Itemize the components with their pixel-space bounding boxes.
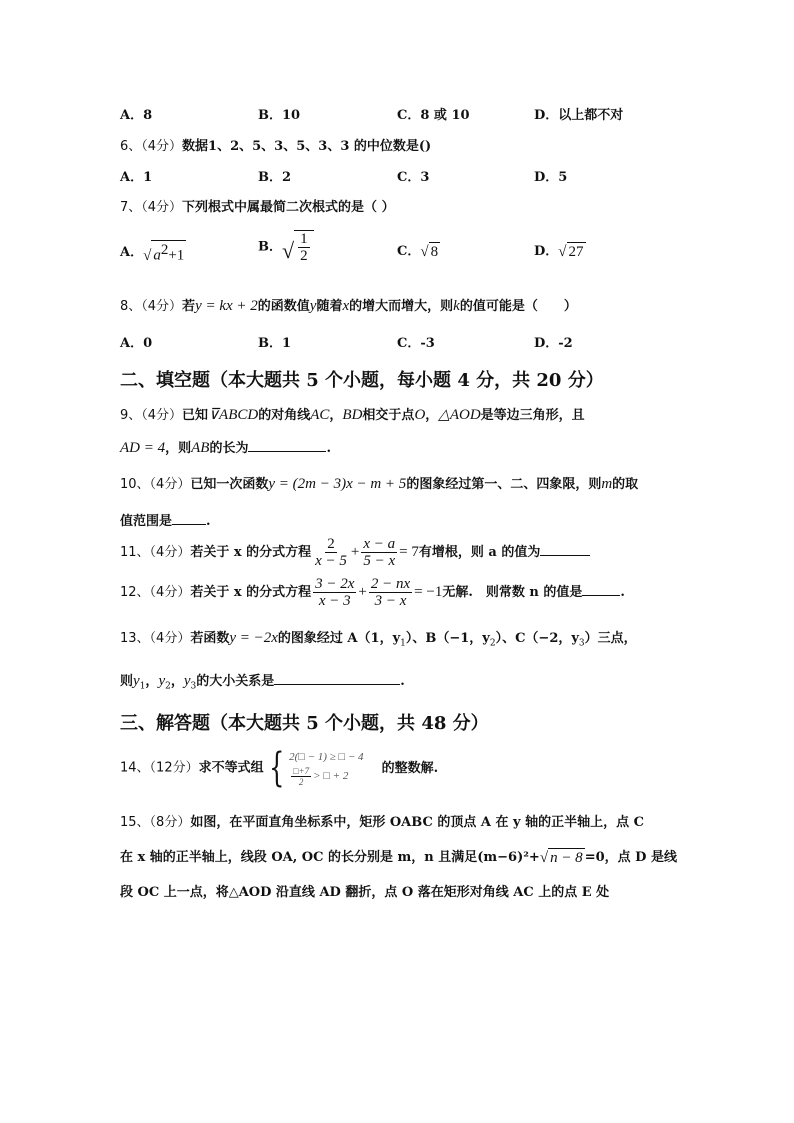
q10-pre: 已知一次函数 bbox=[190, 477, 269, 492]
q10-number: 10、（4分） bbox=[120, 477, 191, 492]
q6-text: 数据1、2、5、3、5、3、3 的中位数是() bbox=[182, 139, 432, 154]
q9-triangle: △AOD bbox=[438, 407, 481, 423]
q8-mid3: 的增大而增大，则 bbox=[349, 299, 454, 314]
q13-line2-post: 的大小关系是 bbox=[196, 674, 275, 689]
q7-option-a-exponent: 2 bbox=[160, 242, 169, 258]
q7-option-c-label: C． bbox=[397, 244, 421, 259]
q14-brace: { bbox=[268, 745, 284, 791]
q13-answer-blank[interactable] bbox=[274, 672, 400, 685]
q7-option-a-label: A． bbox=[120, 245, 144, 261]
q11-number: 11、（4分） bbox=[120, 545, 191, 560]
q12-rhs: = −1 bbox=[414, 584, 443, 600]
q13-p3: ）、C（−2，y bbox=[495, 631, 579, 646]
q12-stem bbox=[120, 576, 625, 609]
q13-pre: 若函数 bbox=[190, 631, 230, 646]
q11-f2-denominator: 5 − x bbox=[363, 553, 396, 569]
q8-var-y: y bbox=[309, 298, 317, 314]
q5-option-d: D．以上都不对 bbox=[534, 108, 624, 123]
q11-post: 有增根，则 a 的值为 bbox=[418, 545, 541, 560]
q13-y2-sub: 2 bbox=[165, 681, 171, 692]
q15-number: 15、（8分） bbox=[120, 815, 191, 830]
q10-formula: y = (2m − 3)x − m + 5 bbox=[268, 476, 407, 492]
q5-option-b: B．10 bbox=[258, 108, 301, 123]
q11-f1-denominator: x − 5 bbox=[315, 553, 347, 569]
q9-line1: 9、（4分）已知⊽ABCD的对角线AC，BD相交于点O，△AOD是等边三角形，且 bbox=[120, 407, 585, 423]
q9-end: . bbox=[326, 441, 332, 456]
q8-pre: 若 bbox=[182, 299, 196, 314]
q14-post: 的整数解. bbox=[381, 760, 439, 776]
q8-stem bbox=[120, 295, 577, 315]
q10-line2: 值范围是 bbox=[120, 514, 173, 529]
q12-post: 无解. 则常数 n 的值是 bbox=[442, 585, 583, 600]
q7-option-a-sqrt: √ $a^2+1$ bbox=[143, 242, 185, 265]
q7-option-c-sqrt: √ 8 bbox=[420, 244, 439, 260]
q12-fraction-1 bbox=[313, 576, 356, 609]
q11-answer-blank[interactable] bbox=[540, 543, 590, 556]
q14-system bbox=[289, 749, 364, 787]
q15-sqrt: √ n − 8 bbox=[539, 850, 583, 866]
q12-fraction-2 bbox=[369, 576, 412, 609]
q6-options bbox=[120, 166, 720, 186]
q7-option-c-radicand: 8 bbox=[430, 244, 439, 260]
q13-post: 的图象经过 A（1，y bbox=[277, 631, 401, 646]
q9-line2-post: 的长为 bbox=[209, 441, 249, 456]
q12-f1-numerator: 3 − 2x bbox=[315, 576, 355, 592]
q13-y2: y bbox=[158, 673, 166, 689]
q6-option-b: B．2 bbox=[258, 170, 292, 185]
q7-number: 7、（4分） bbox=[120, 200, 183, 215]
section-3-heading: 三、解答题（本大题共 5 个小题，共 48 分） bbox=[120, 713, 489, 734]
q13-line2-pre: 则 bbox=[120, 674, 134, 689]
q13-formula: y = −2x bbox=[229, 630, 278, 646]
q8-option-a: A．0 bbox=[120, 336, 153, 351]
q9-ac: AC bbox=[310, 407, 330, 423]
q10-answer-blank[interactable] bbox=[172, 512, 206, 525]
q6-option-a: A．1 bbox=[120, 170, 153, 185]
q12-end: . bbox=[620, 585, 625, 600]
q11-f2-numerator: x − a bbox=[363, 536, 396, 552]
q6-option-c: C．3 bbox=[397, 170, 430, 185]
q14-stem bbox=[120, 745, 439, 791]
q5-option-c: C．8 或 10 bbox=[397, 108, 470, 123]
q13-y1-sub: 1 bbox=[139, 681, 146, 692]
q9-number: 9、（4分） bbox=[120, 408, 183, 423]
q13-p4: ）三点， bbox=[584, 631, 637, 646]
q13-comma1: ， bbox=[145, 674, 159, 689]
q12-f2-denominator: 3 − x bbox=[374, 593, 407, 609]
q8-number: 8、（4分） bbox=[120, 299, 183, 314]
q13-sub2: 2 bbox=[489, 638, 496, 649]
q9-pre: 已知 bbox=[182, 408, 209, 423]
q13-line2 bbox=[120, 670, 405, 692]
q5-option-a: A．8 bbox=[120, 108, 153, 123]
q8-var-k: k bbox=[453, 298, 460, 314]
q7-option-b-label: B． bbox=[258, 239, 282, 255]
q7-option-d bbox=[534, 240, 586, 261]
q14-number: 14、（12分） bbox=[120, 760, 199, 776]
q7-option-d-sqrt: √ 27 bbox=[558, 244, 584, 260]
q7-option-b bbox=[258, 230, 314, 264]
q12-plus: + bbox=[358, 584, 367, 600]
q15-line2-post: =0，点 D 是线 bbox=[584, 850, 677, 865]
q11-fraction-2 bbox=[361, 536, 397, 569]
q15-radicand: n − 8 bbox=[550, 850, 583, 866]
q13-y1: y bbox=[133, 673, 140, 689]
q8-var-x: x bbox=[342, 298, 350, 314]
q13-number: 13、（4分） bbox=[120, 631, 191, 646]
q14-row1: 2(□ − 1) ≥ □ − 4 bbox=[289, 751, 364, 763]
q7-option-d-radicand: 27 bbox=[568, 244, 584, 260]
q11-plus: + bbox=[350, 544, 360, 560]
q9-ab: AB bbox=[191, 440, 210, 456]
q9-post: 是等边三角形，且 bbox=[480, 408, 585, 423]
q8-formula: y = kx + 2 bbox=[195, 298, 258, 314]
q10-post: 的图象经过第一、二、四象限，则 bbox=[406, 477, 602, 492]
q15-line1-text: 如图，在平面直角坐标系中，矩形 OABC 的顶点 A 在 y 轴的正半轴上，点 C bbox=[190, 815, 644, 830]
q8-option-b: B．1 bbox=[258, 336, 292, 351]
q9-answer-blank[interactable] bbox=[248, 439, 326, 452]
q9-line2 bbox=[120, 437, 331, 457]
q7-option-a bbox=[120, 240, 186, 265]
q7-option-b-numerator: 1 bbox=[300, 231, 308, 247]
q14-row2 bbox=[289, 766, 364, 787]
q12-pre: 若关于 x 的分式方程 bbox=[190, 585, 312, 600]
q8-mid2: 随着 bbox=[316, 299, 343, 314]
q9-line2-mid: ，则 bbox=[165, 441, 192, 456]
q12-answer-blank[interactable] bbox=[582, 583, 620, 596]
q14-row2-rest: > □ + 2 bbox=[313, 770, 349, 783]
q7-option-b-sqrt: √ $\frac{1}{2}$ bbox=[282, 230, 314, 264]
q8-post: 的值可能是（ ） bbox=[459, 299, 577, 314]
q8-option-c: C．-3 bbox=[397, 336, 435, 351]
q13-sub1: 1 bbox=[400, 638, 406, 649]
q13-y3-sub: 3 bbox=[190, 681, 197, 692]
q11-f1-numerator: 2 bbox=[327, 536, 335, 552]
q15-line3-text: 段 OC 上一点，将△AOD 沿直线 AD 翻折，点 O 落在矩形对角线 AC 上的点 E 处 bbox=[120, 885, 610, 900]
q6-stem bbox=[120, 135, 431, 154]
q8-mid1: 的函数值 bbox=[257, 299, 310, 314]
q7-option-c bbox=[397, 240, 440, 261]
q9-bd: BD bbox=[342, 407, 363, 423]
q5-options bbox=[120, 104, 720, 124]
q7-option-a-tail: +1 bbox=[168, 247, 185, 264]
q11-rhs: = 7 bbox=[399, 544, 419, 560]
q13-p2: ）、B（−1，y bbox=[405, 631, 490, 646]
q7-stem bbox=[120, 196, 395, 215]
q10-end: . bbox=[206, 514, 211, 529]
q13-y3: y bbox=[183, 673, 191, 689]
q7-option-a-radicand: a bbox=[153, 247, 161, 264]
q13-end: . bbox=[400, 674, 405, 689]
q11-fraction-1 bbox=[313, 536, 349, 569]
q8-option-d: D．-2 bbox=[534, 336, 573, 351]
q15-line2-pre: 在 x 轴的正半轴上，线段 OA, OC 的长分别是 m，n 且满足(m−6)²+ bbox=[120, 850, 540, 865]
q9-comma: ， bbox=[329, 408, 343, 423]
q9-mid2: 相交于点 bbox=[362, 408, 415, 423]
q7-option-d-label: D． bbox=[534, 244, 559, 259]
q9-mid1: 的对角线 bbox=[258, 408, 311, 423]
q14-row2-denominator: 2 bbox=[298, 777, 304, 787]
q13-sub3: 3 bbox=[578, 638, 585, 649]
q10-line1 bbox=[120, 473, 638, 493]
q7-option-b-denominator: 2 bbox=[300, 248, 308, 264]
q15-line2 bbox=[120, 846, 677, 867]
q7-options bbox=[120, 231, 720, 280]
q13-line1 bbox=[120, 627, 637, 649]
section-2-heading: 二、填空题（本大题共 5 个小题，每小题 4 分，共 20 分） bbox=[120, 370, 604, 391]
q6-number: 6、（4分） bbox=[120, 139, 183, 154]
q9-point-o: O bbox=[414, 407, 426, 423]
q7-text: 下列根式中属最简二次根式的是（ ） bbox=[182, 200, 395, 215]
q12-f2-numerator: 2 − nx bbox=[370, 576, 411, 592]
q12-f1-denominator: x − 3 bbox=[318, 593, 351, 609]
q12-number: 12、（4分） bbox=[120, 585, 191, 600]
q11-stem bbox=[120, 536, 590, 569]
q10-post2: 的取 bbox=[612, 477, 639, 492]
q13-comma2: ， bbox=[170, 674, 184, 689]
q14-pre: 求不等式组 bbox=[198, 760, 264, 776]
q10-var-m: m bbox=[601, 476, 613, 492]
q15-line3 bbox=[120, 881, 609, 900]
q9-parallelogram: ⊽ABCD bbox=[208, 407, 259, 423]
q8-options bbox=[120, 332, 720, 352]
q11-pre: 若关于 x 的分式方程 bbox=[190, 545, 312, 560]
q6-option-d: D．5 bbox=[534, 170, 568, 185]
q9-ad: AD = 4 bbox=[120, 440, 166, 456]
q15-line1 bbox=[120, 811, 644, 830]
q14-row2-numerator: □+7 bbox=[293, 766, 310, 776]
q10-line2 bbox=[120, 510, 211, 529]
